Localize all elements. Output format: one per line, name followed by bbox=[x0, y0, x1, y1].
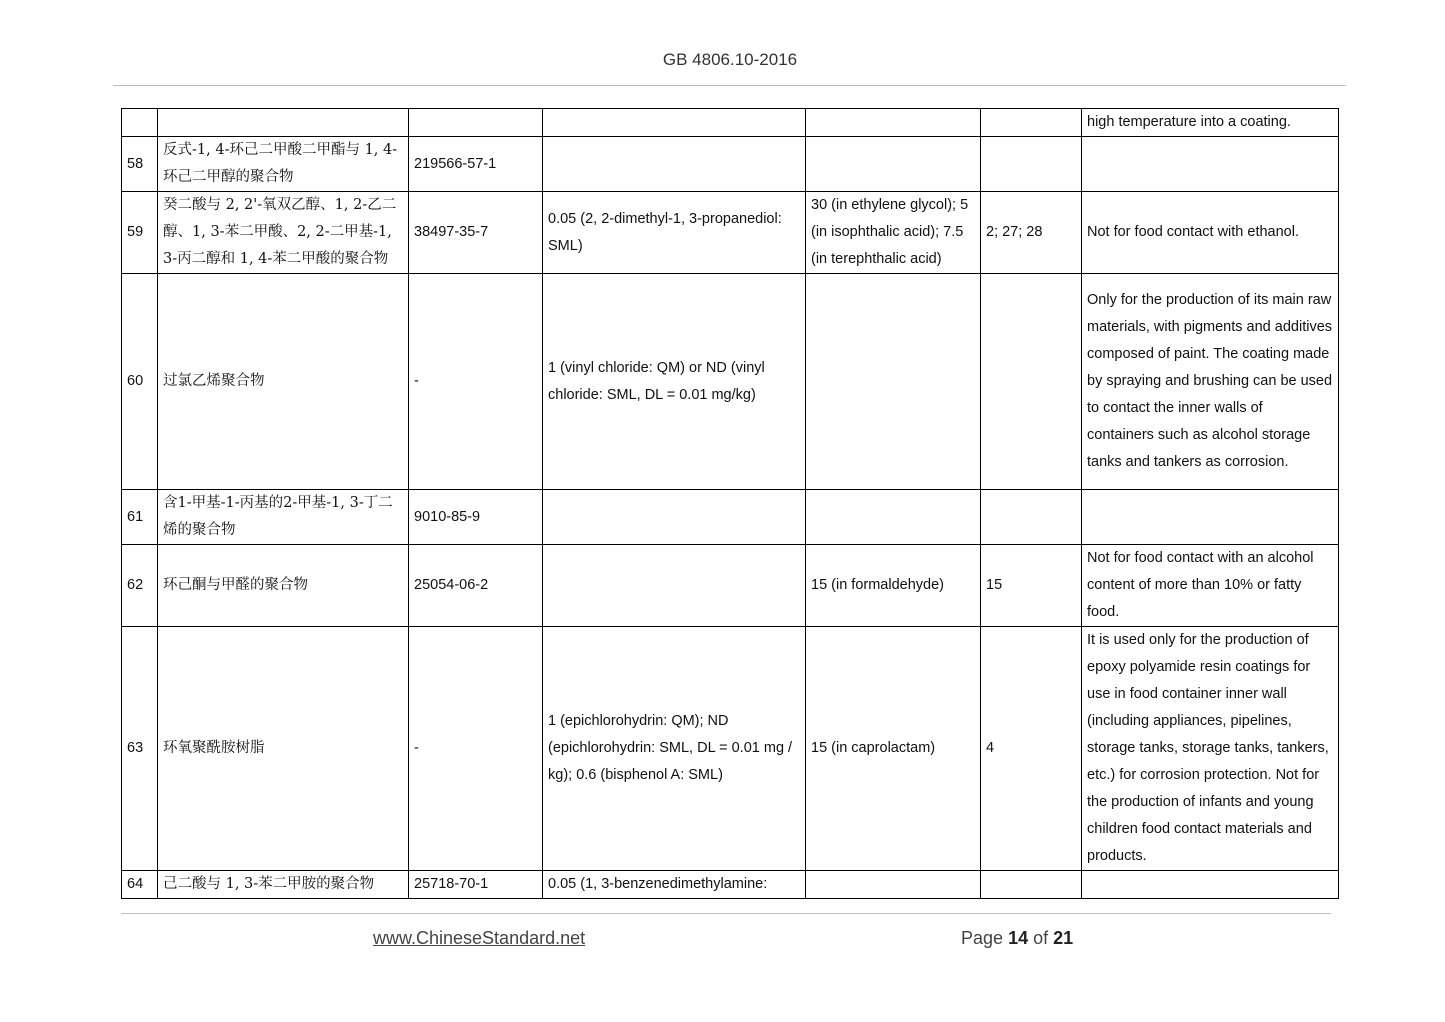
sml-value: 15 (in formaldehyde) bbox=[806, 545, 981, 627]
cas-number: 38497-35-7 bbox=[409, 192, 543, 274]
table-row bbox=[122, 871, 1339, 899]
sml-value: 15 (in caprolactam) bbox=[806, 627, 981, 871]
notes-ref bbox=[981, 490, 1082, 545]
sml-value bbox=[806, 490, 981, 545]
page-label: Page bbox=[961, 928, 1004, 948]
substance-name: 环己酮与甲醛的聚合物 bbox=[158, 545, 409, 627]
remarks bbox=[1082, 871, 1339, 899]
website-link[interactable]: www.ChineseStandard.net bbox=[373, 928, 586, 948]
substance-table bbox=[121, 108, 1339, 899]
limit-value: 0.05 (1, 3-benzenedimethylamine: bbox=[543, 871, 806, 899]
table-row bbox=[122, 274, 1339, 490]
limit-value: 1 (vinyl chloride: QM) or ND (vinyl chloride: SML, DL = 0.01 mg/kg) bbox=[543, 274, 806, 490]
document-code: GB 4806.10-2016 bbox=[662, 50, 798, 69]
cas-number: 219566-57-1 bbox=[409, 137, 543, 192]
remarks: Only for the production of its main raw materials, with pigments and additives composed of paint. The coating made by spraying and brushing can be used to contact the inner walls of containers such as alcohol storage tanks and tankers as corrosion. bbox=[1082, 274, 1339, 490]
row-number: 58 bbox=[122, 137, 158, 192]
substance-name bbox=[158, 109, 409, 137]
limit-value: 1 (epichlorohydrin: QM); ND (epichlorohydrin: SML, DL = 0.01 mg / kg); 0.6 (bisphenol A: SML) bbox=[543, 627, 806, 871]
remarks: high temperature into a coating. bbox=[1082, 109, 1339, 137]
notes-ref: 15 bbox=[981, 545, 1082, 627]
cas-number bbox=[409, 109, 543, 137]
row-number: 64 bbox=[122, 871, 158, 899]
remarks bbox=[1082, 490, 1339, 545]
limit-value bbox=[543, 109, 806, 137]
limit-value bbox=[543, 137, 806, 192]
sml-value bbox=[806, 137, 981, 192]
cas-number: 9010-85-9 bbox=[409, 490, 543, 545]
notes-ref bbox=[981, 274, 1082, 490]
row-number: 61 bbox=[122, 490, 158, 545]
cas-number: 25054-06-2 bbox=[409, 545, 543, 627]
sml-value bbox=[806, 109, 981, 137]
current-page: 14 bbox=[1008, 928, 1029, 948]
substance-name: 己二酸与 1, 3-苯二甲胺的聚合物 bbox=[158, 871, 409, 899]
table-row bbox=[122, 545, 1339, 627]
page-indicator bbox=[961, 928, 1073, 949]
table-row bbox=[122, 627, 1339, 871]
notes-ref: 4 bbox=[981, 627, 1082, 871]
table-row bbox=[122, 137, 1339, 192]
limit-value: 0.05 (2, 2-dimethyl-1, 3-propanediol: SML) bbox=[543, 192, 806, 274]
cas-number: - bbox=[409, 274, 543, 490]
substance-name: 癸二酸与 2, 2'-氧双乙醇、1, 2-乙二醇、1, 3-苯二甲酸、2, 2-二甲基-1, 3-丙二醇和 1, 4-苯二甲酸的聚合物 bbox=[158, 192, 409, 274]
remarks bbox=[1082, 137, 1339, 192]
row-number: 60 bbox=[122, 274, 158, 490]
notes-ref bbox=[981, 137, 1082, 192]
remarks: It is used only for the production of epoxy polyamide resin coatings for use in food container inner wall (including appliances, pipelines, storage tanks, storage tanks, tankers, etc.) for corrosion protection. Not for the production of infants and young children food contact materials and products. bbox=[1082, 627, 1339, 871]
sml-value bbox=[806, 871, 981, 899]
substance-name: 环氧聚酰胺树脂 bbox=[158, 627, 409, 871]
remarks: Not for food contact with an alcohol content of more than 10% or fatty food. bbox=[1082, 545, 1339, 627]
substance-name: 过氯乙烯聚合物 bbox=[158, 274, 409, 490]
row-number: 63 bbox=[122, 627, 158, 871]
notes-ref bbox=[981, 871, 1082, 899]
remarks: Not for food contact with ethanol. bbox=[1082, 192, 1339, 274]
limit-value bbox=[543, 490, 806, 545]
row-number: 59 bbox=[122, 192, 158, 274]
cas-number: - bbox=[409, 627, 543, 871]
total-pages: 21 bbox=[1053, 928, 1074, 948]
sml-value bbox=[806, 274, 981, 490]
notes-ref: 2; 27; 28 bbox=[981, 192, 1082, 274]
substance-name: 反式-1, 4-环己二甲酸二甲酯与 1, 4-环己二甲醇的聚合物 bbox=[158, 137, 409, 192]
footer-divider bbox=[121, 913, 1331, 914]
cas-number: 25718-70-1 bbox=[409, 871, 543, 899]
sml-value: 30 (in ethylene glycol); 5 (in isophthalic acid); 7.5 (in terephthalic acid) bbox=[806, 192, 981, 274]
notes-ref bbox=[981, 109, 1082, 137]
page-of-label: of bbox=[1033, 928, 1049, 948]
row-number bbox=[122, 109, 158, 137]
row-number: 62 bbox=[122, 545, 158, 627]
header-divider bbox=[113, 85, 1346, 86]
substance-name: 含1-甲基-1-丙基的2-甲基-1, 3-丁二烯的聚合物 bbox=[158, 490, 409, 545]
table-row bbox=[122, 490, 1339, 545]
table-row bbox=[122, 192, 1339, 274]
limit-value bbox=[543, 545, 806, 627]
table-row bbox=[122, 109, 1339, 137]
